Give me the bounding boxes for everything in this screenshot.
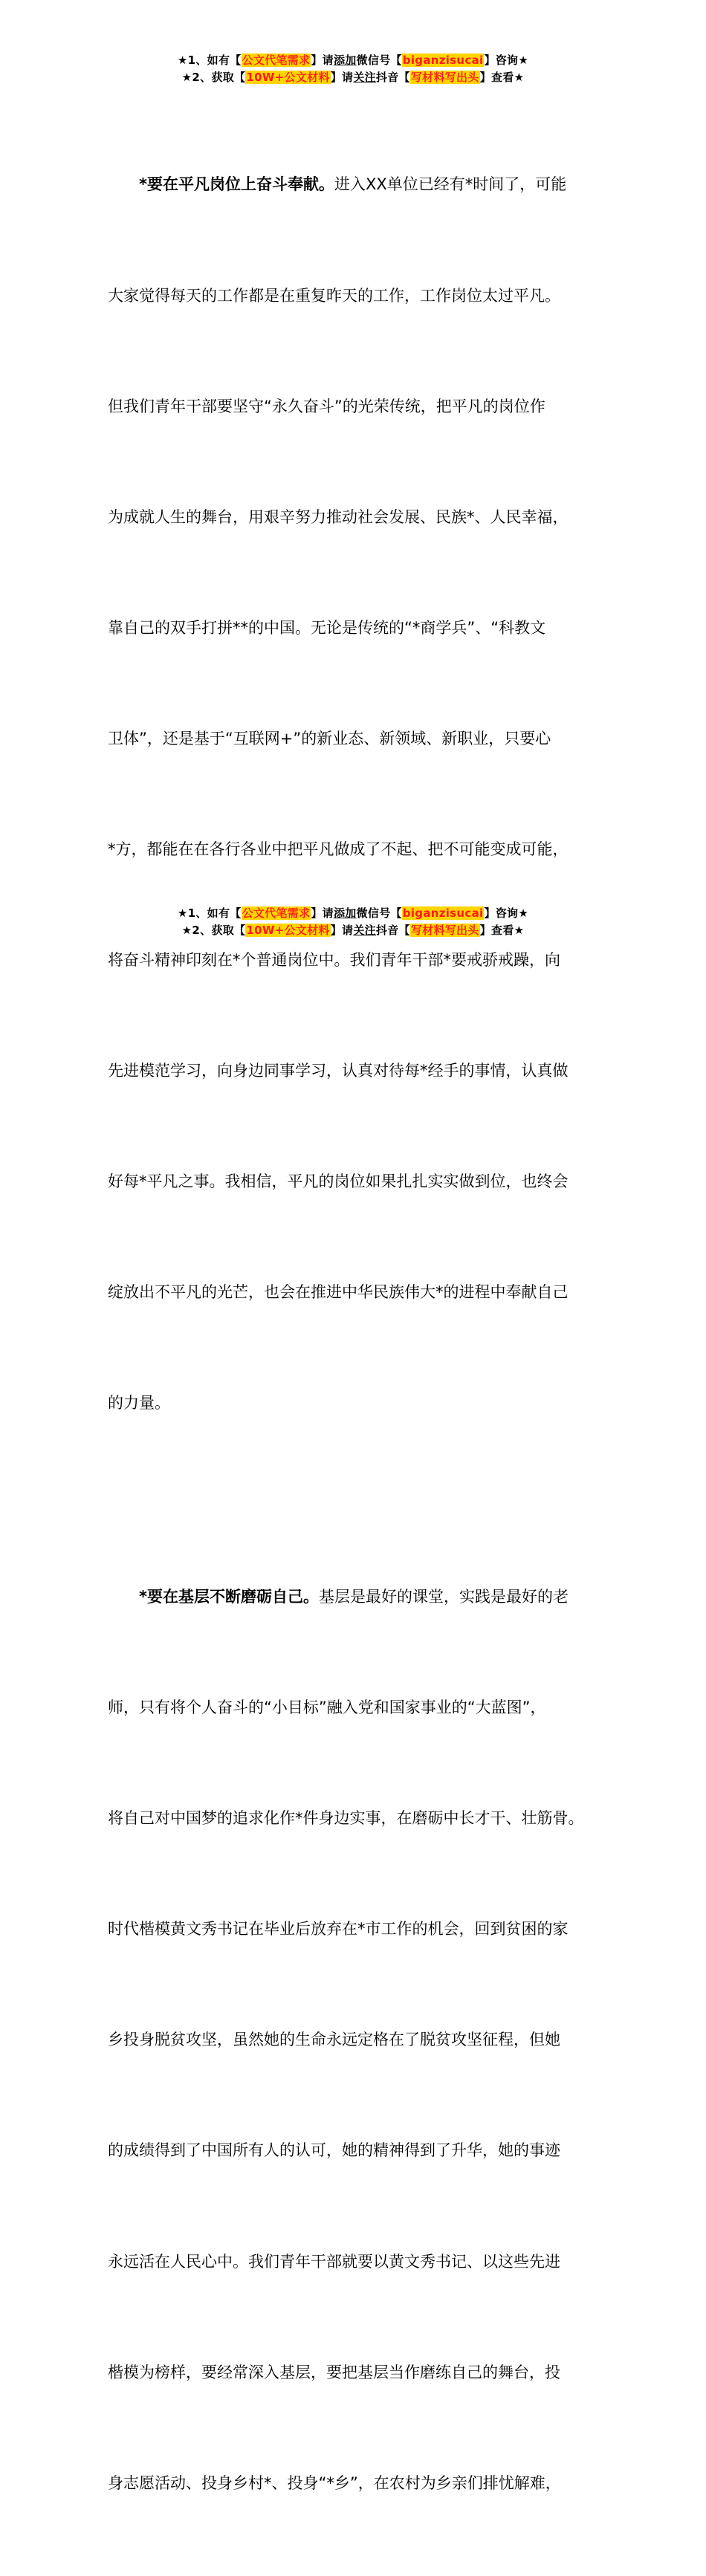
highlight-douyin: 写材料写出头 bbox=[410, 71, 479, 84]
paragraph-line: 时代楷模黄文秀书记在毕业后放弃在*市工作的机会，回到贫困的家 bbox=[108, 1920, 569, 1939]
banner-line-1: ★1、如有【公文代笔需求】请添加微信号【biganzisucai】咨询★ bbox=[177, 906, 529, 920]
paragraph-line: 卫体”，还是基于“互联网+”的新业态、新领域、新职业，只要心 bbox=[108, 729, 551, 747]
paragraph-line: 身志愿活动、投身乡村*、投身“*乡”，在农村为乡亲们排忧解难， bbox=[108, 2473, 561, 2492]
paragraph-line: 先进模范学习，向身边同事学习，认真对待每*经手的事情，认真做 bbox=[108, 1062, 569, 1080]
paragraph-line: 的成绩得到了中国所有人的认可，她的精神得到了升华，她的事迹 bbox=[108, 2141, 560, 2160]
paragraph-line: 绽放出不平凡的光芒，也会在推进中华民族伟大*的进程中奉献自己 bbox=[108, 1283, 569, 1302]
highlight-materials: 10W+公文材料 bbox=[246, 924, 330, 937]
paragraph-line: 楷模为榜样，要经常深入基层，要把基层当作磨练自己的舞台，投 bbox=[108, 2363, 560, 2381]
banner-line-2: ★2、获取【10W+公文材料】请关注抖音【写材料写出头】查看★ bbox=[181, 71, 525, 84]
footer-banner bbox=[0, 905, 706, 939]
paragraph-line: 但我们青年干部要坚守“永久奋斗”的光荣传统，把平凡的岗位作 bbox=[108, 397, 545, 415]
paragraph-line: 将奋斗精神印刻在*个普通岗位中。我们青年干部*要戒骄戒躁，向 bbox=[108, 951, 560, 970]
paragraph-line: 为成就人生的舞台，用艰辛努力推动社会发展、民族*、人民幸福， bbox=[108, 507, 569, 526]
paragraph-line: 将自己对中国梦的追求化作*件身边实事，在磨砺中长才干、壮筋骨。 bbox=[108, 1809, 584, 1828]
paragraph-line: 乡投身脱贫攻坚，虽然她的生命永远定格在了脱贫攻坚征程，但她 bbox=[108, 2031, 560, 2049]
paragraph-2: *要在基层不断磨砺自己。基层是最好的课堂，实践是最好的老 师，只有将个人奋斗的“小目标”融入党和国家事业的“大蓝图”， 将自己对中国梦的追求化作*件身边实事，在磨砺中长才干、壮筋骨。 时代楷模黄文秀书记在毕业后放弃在*市工作的机会，回到贫困的家 乡投身脱贫攻坚，虽然她的生命永远定格在了脱贫攻坚征程，但她 的成绩得到了中国所有人的认可，她的精神得到了升华，她的事迹 永远活在人民心中。我们青年干部就要以黄文秀书记、以这些先进 楷模为榜样，要经常深入基层，要把基层当作磨练自己的舞台，投 身志愿活动、投身乡村*、投身“*乡”，在农村为乡亲们排忧解难， bbox=[108, 1505, 604, 2576]
highlight-materials: 10W+公文材料 bbox=[246, 71, 330, 84]
paragraph-2-lead: *要在基层不断磨砺自己。 bbox=[139, 1587, 319, 1606]
paragraph-1-lead: *要在平凡岗位上奋斗奉献。 bbox=[139, 175, 334, 194]
highlight-ghostwriting: 公文代笔需求 bbox=[242, 53, 311, 67]
document-body bbox=[108, 93, 604, 2576]
header-banner bbox=[0, 52, 706, 86]
highlight-wechat-id: biganzisucai bbox=[402, 906, 484, 920]
paragraph-line: 靠自己的双手打拼**的中国。无论是传统的“*商学兵”、“科教文 bbox=[108, 618, 546, 637]
paragraph-line: *方，都能在在各行各业中把平凡做成了不起、把不可能变成可能， bbox=[108, 840, 569, 858]
banner-line-1: ★1、如有【公文代笔需求】请添加微信号【biganzisucai】咨询★ bbox=[177, 53, 529, 67]
paragraph-line: 师，只有将个人奋斗的“小目标”融入党和国家事业的“大蓝图”， bbox=[108, 1699, 546, 1717]
paragraph-line: 的力量。 bbox=[108, 1394, 170, 1412]
highlight-ghostwriting: 公文代笔需求 bbox=[242, 906, 311, 920]
paragraph-line: 永远活在人民心中。我们青年干部就要以黄文秀书记、以这些先进 bbox=[108, 2252, 560, 2271]
paragraph-1: *要在平凡岗位上奋斗奉献。进入XX单位已经有*时间了，可能 大家觉得每天的工作都是在重复昨天的工作，工作岗位太过平凡。 但我们青年干部要坚守“永久奋斗”的光荣传统，把平凡的岗位作 为成就人生的舞台，用艰辛努力推动社会发展、民族*、人民幸福， 靠自己的双手打拼**的中国。无论是传统的“*商学兵”、“科教文 卫体”，还是基于“互联网+”的新业态、新领域、新职业，只要心 *方，都能在在各行各业中把平凡做成了不起、把不可能变成可能， 将奋斗精神印刻在*个普通岗位中。我们青年干部*要戒骄戒躁，向 先进模范学习，向身边同事学习，认真对待每*经手的事情，认真做 好每*平凡之事。我相信，平凡的岗位如果扎扎实实做到位，也终会 绽放出不平凡的光芒，也会在推进中华民族伟大*的进程中奉献自己 的力量。 bbox=[108, 93, 604, 1496]
highlight-douyin: 写材料写出头 bbox=[410, 924, 479, 937]
paragraph-line: 好每*平凡之事。我相信，平凡的岗位如果扎扎实实做到位，也终会 bbox=[108, 1172, 569, 1191]
paragraph-line: 大家觉得每天的工作都是在重复昨天的工作，工作岗位太过平凡。 bbox=[108, 286, 560, 305]
highlight-wechat-id: biganzisucai bbox=[402, 53, 484, 67]
banner-line-2: ★2、获取【10W+公文材料】请关注抖音【写材料写出头】查看★ bbox=[181, 924, 525, 937]
